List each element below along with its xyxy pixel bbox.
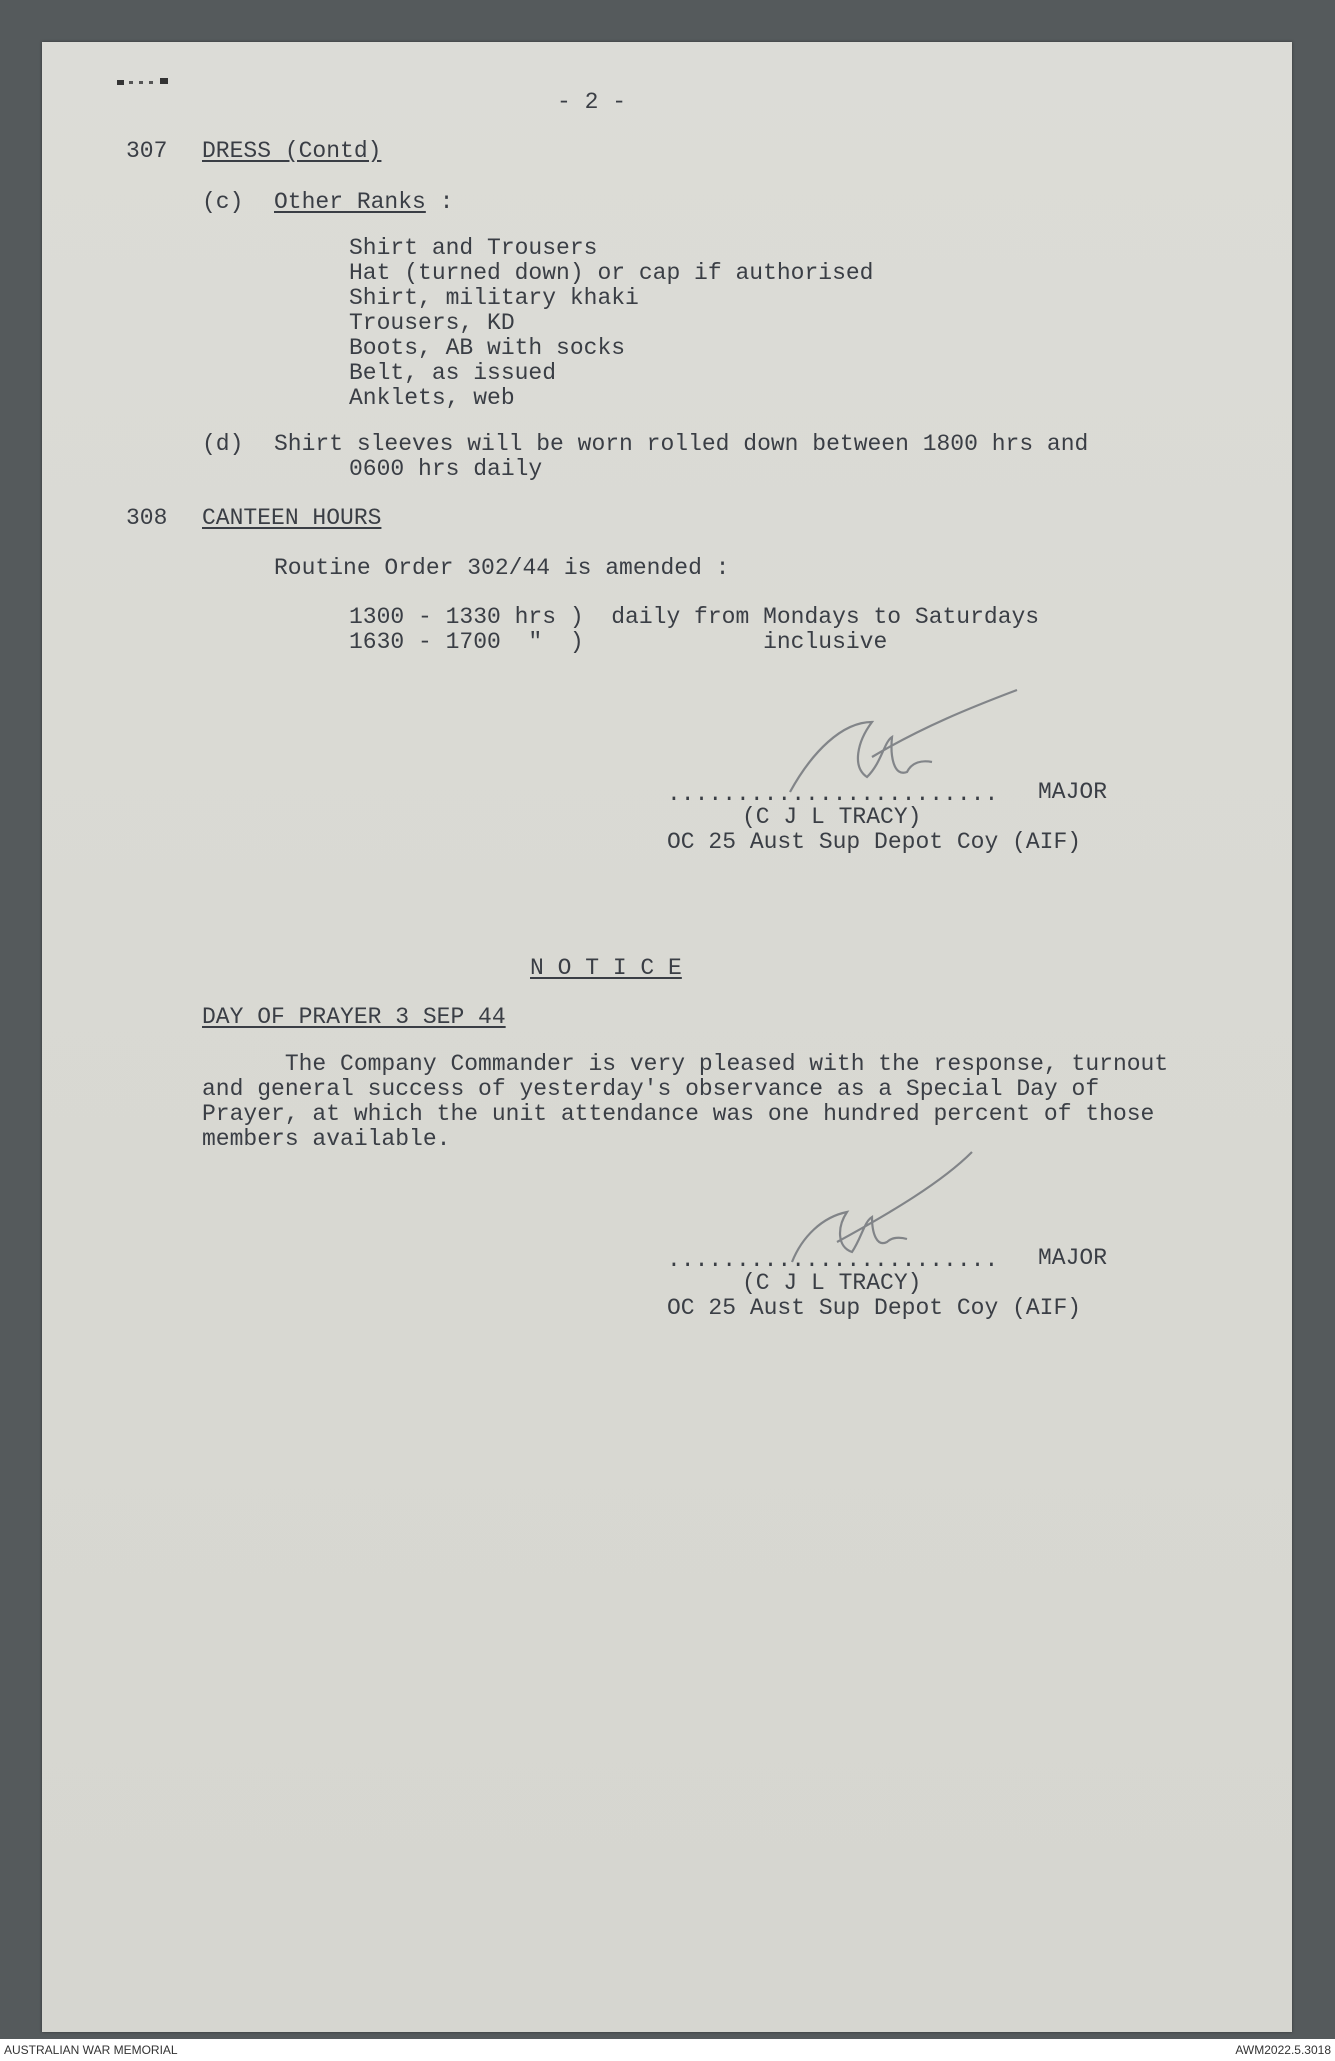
archive-footer	[0, 2039, 1335, 2061]
footer-institution: AUSTRALIAN WAR MEMORIAL	[4, 2043, 178, 2057]
signature-2-name: (C J L TRACY)	[742, 1270, 922, 1296]
section-307-heading: DRESS (Contd)	[202, 138, 382, 164]
signature-1-dots: ........................	[667, 781, 999, 807]
section-308-number: 308	[126, 505, 168, 531]
signature-2-rank: MAJOR	[1038, 1245, 1108, 1271]
signature-2-dots: ........................	[667, 1247, 999, 1273]
canteen-intro: Routine Order 302/44 is amended :	[274, 555, 730, 581]
notice-body-line: The Company Commander is very pleased with the response, turnout	[202, 1051, 1169, 1077]
notice-body-line: members available.	[202, 1126, 451, 1152]
canteen-hours-row-1: 1300 - 1330 hrs ) daily from Mondays to Saturdays	[349, 604, 1040, 630]
notice-heading: N O T I C E	[530, 955, 682, 981]
dress-item: Boots, AB with socks	[349, 335, 626, 361]
document-page	[42, 42, 1292, 2032]
dress-item: Anklets, web	[349, 385, 515, 411]
item-c-heading: Other Ranks	[274, 189, 426, 215]
item-d-line2: 0600 hrs daily	[349, 456, 543, 482]
item-d-line1: Shirt sleeves will be worn rolled down between 1800 hrs and	[274, 431, 1089, 457]
notice-body-line: Prayer, at which the unit attendance was one hundred percent of those	[202, 1101, 1155, 1127]
canteen-hours-row-2: 1630 - 1700 " ) inclusive	[349, 629, 888, 655]
section-307-number: 307	[126, 138, 168, 164]
dress-item: Trousers, KD	[349, 310, 515, 336]
dress-item: Hat (turned down) or cap if authorised	[349, 260, 874, 286]
dress-item: Shirt and Trousers	[349, 235, 598, 261]
item-d-label: (d)	[202, 431, 244, 457]
signature-1-name: (C J L TRACY)	[742, 804, 922, 830]
item-c-colon: :	[439, 189, 454, 215]
item-c-label: (c)	[202, 189, 244, 215]
notice-body-line: and general success of yesterday's observance as a Special Day of	[202, 1076, 1100, 1102]
signature-1-title: OC 25 Aust Sup Depot Coy (AIF)	[667, 829, 1082, 855]
signature-1-rank: MAJOR	[1038, 779, 1108, 805]
section-308-heading: CANTEEN HOURS	[202, 505, 382, 531]
punch-mark-decoration	[117, 72, 207, 92]
item-c-heading-wrap	[274, 190, 453, 215]
notice-subheading: DAY OF PRAYER 3 SEP 44	[202, 1004, 506, 1030]
page-number: - 2 -	[557, 89, 627, 115]
footer-reference: AWM2022.5.3018	[1235, 2043, 1331, 2057]
dress-item: Shirt, military khaki	[349, 285, 639, 311]
signature-2-title: OC 25 Aust Sup Depot Coy (AIF)	[667, 1295, 1082, 1321]
dress-item: Belt, as issued	[349, 360, 557, 386]
